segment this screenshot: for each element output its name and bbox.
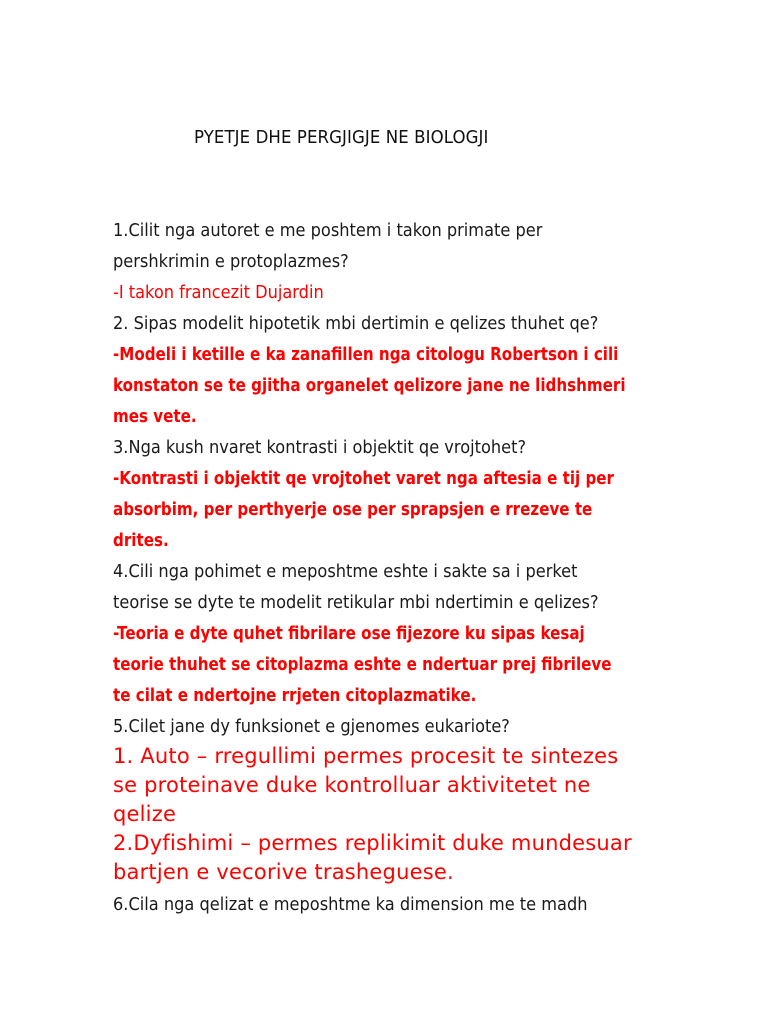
question-5-line-1: 5.Cilet jane dy funksionet e gjenomes eukariote? <box>113 716 510 737</box>
answer-5-line-1: 1. Auto – rregullimi permes procesit te sintezes <box>113 744 619 768</box>
answer-4-line-1: -Teoria e dyte quhet fibrilare ose fijezore ku sipas kesaj <box>113 623 585 644</box>
answer-2-line-2: konstaton se te gjitha organelet qelizore jane ne lidhshmeri <box>113 375 626 396</box>
answer-5-line-4: 2.Dyfishimi – permes replikimit duke mundesuar <box>113 831 632 855</box>
answer-2-line-3: mes vete. <box>113 406 197 427</box>
qa-list <box>113 215 713 920</box>
question-4-line-1: 4.Cili nga pohimet e meposhtme eshte i sakte sa i perket <box>113 561 578 582</box>
question-4-line-2: teorise se dyte te modelit retikular mbi ndertimin e qelizes? <box>113 592 599 613</box>
answer-3-line-3: drites. <box>113 530 169 551</box>
question-6-line-1: 6.Cila nga qelizat e meposhtme ka dimension me te madh <box>113 894 588 915</box>
answer-4-line-3: te cilat e ndertojne rrjeten citoplazmatike. <box>113 685 477 706</box>
question-1-line-2: pershkrimin e protoplazmes? <box>113 251 349 272</box>
answer-1-line-1: -I takon francezit Dujardin <box>113 282 324 303</box>
question-3-line-1: 3.Nga kush nvaret kontrasti i objektit qe vrojtohet? <box>113 437 527 458</box>
answer-2-line-1: -Modeli i ketille e ka zanafillen nga citologu Robertson i cili <box>113 344 619 365</box>
answer-4-line-2: teorie thuhet se citoplazma eshte e ndertuar prej fibrileve <box>113 654 612 675</box>
answer-5-line-5: bartjen e vecorive trasheguese. <box>113 860 454 884</box>
question-2-line-1: 2. Sipas modelit hipotetik mbi dertimin e qelizes thuhet qe? <box>113 313 599 334</box>
answer-5-line-2: se proteinave duke kontrolluar aktivitetet ne <box>113 773 591 797</box>
question-1-line-1: 1.Cilit nga autoret e me poshtem i takon primate per <box>113 220 543 241</box>
answer-5-line-3: qelize <box>113 802 177 826</box>
document-title: PYETJE DHE PERGJIGJE NE BIOLOGJI <box>194 127 489 148</box>
answer-3-line-2: absorbim, per perthyerje ose per sprapsjen e rrezeve te <box>113 499 593 520</box>
answer-3-line-1: -Kontrasti i objektit qe vrojtohet varet nga aftesia e tij per <box>113 468 614 489</box>
